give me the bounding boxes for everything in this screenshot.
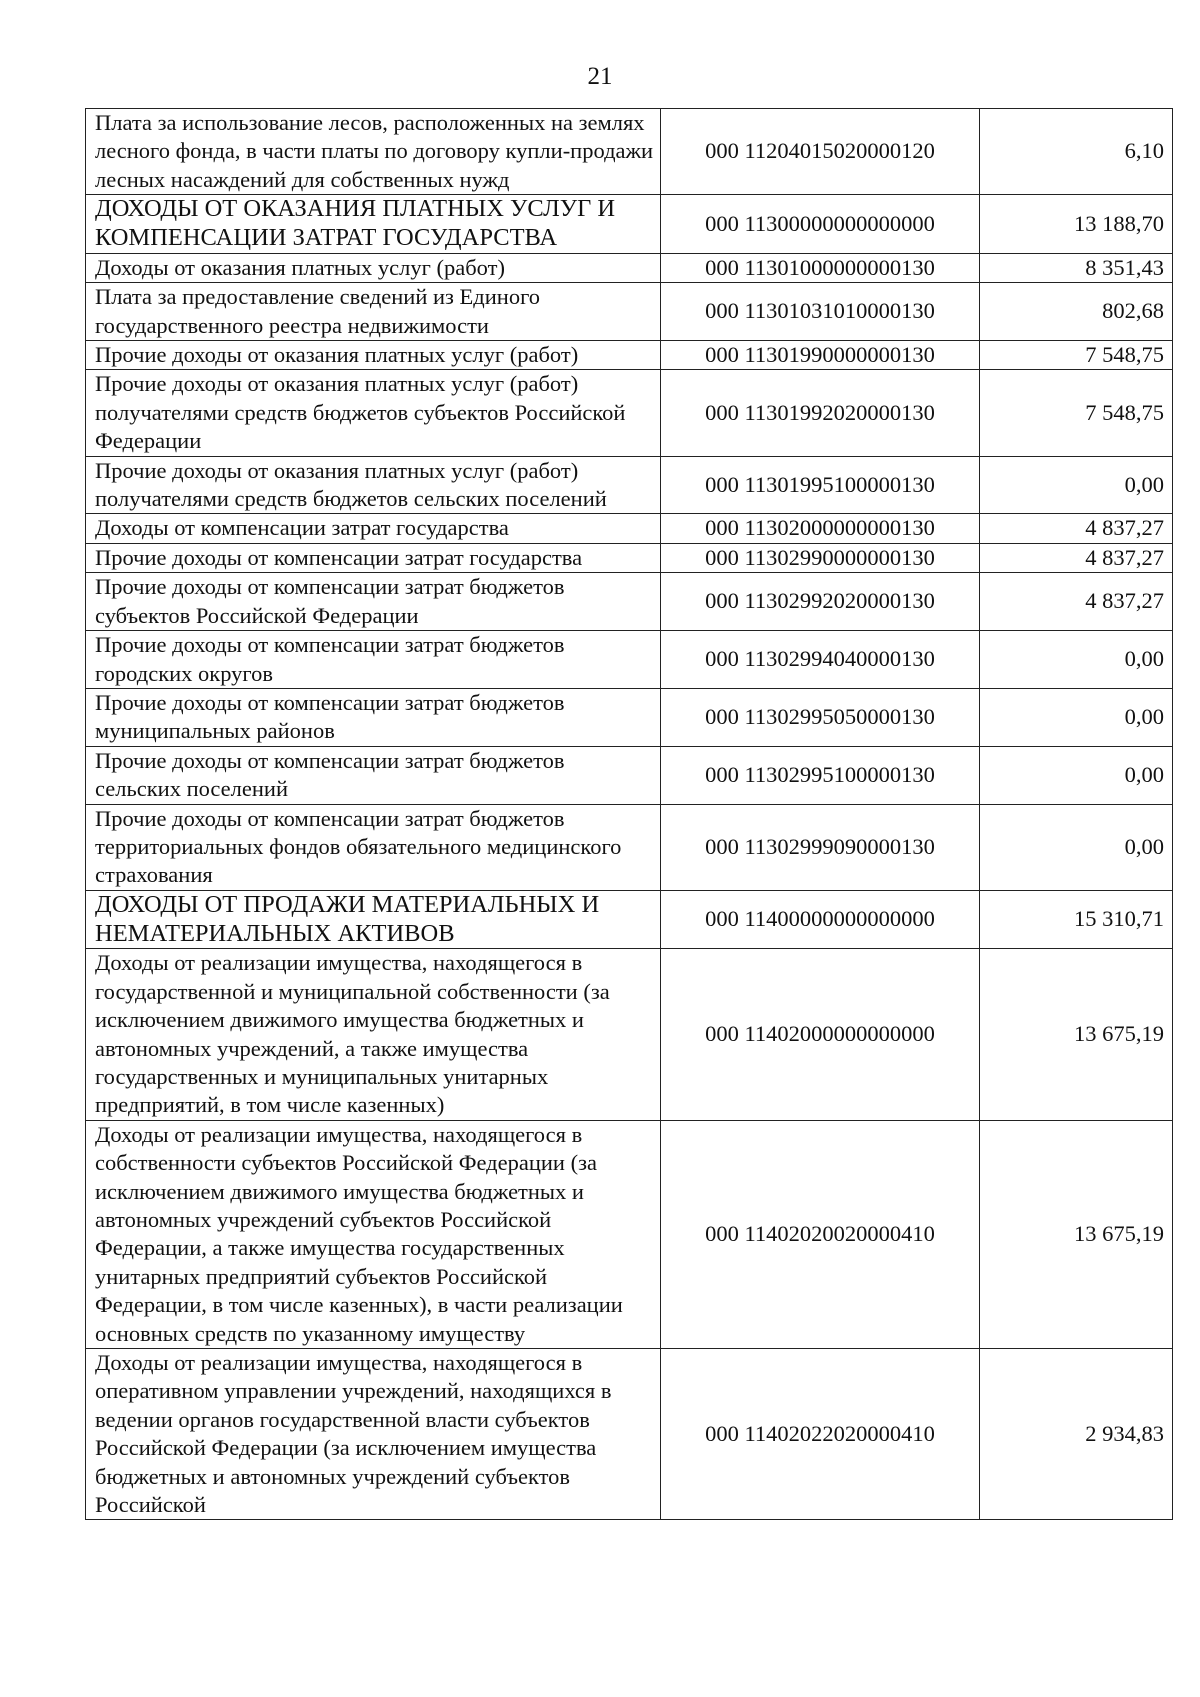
table-row [86, 109, 1173, 195]
table-row [86, 514, 1173, 543]
table-row [86, 253, 1173, 282]
budget-code-cell: 000 11301990000000130 [661, 341, 980, 370]
revenue-name-cell: Доходы от реализации имущества, находящегося в собственности субъектов Российской Федерации (за исключением движимого имущества бюджетных и автономных учреждений субъектов Российской Федерации, а также имущества государственных унитарных предприятий субъектов Российской Федерации, в том числе казенных), в части реализации основных средств по указанному имуществу [86, 1120, 661, 1348]
revenue-name-cell: Прочие доходы от оказания платных услуг (работ) [86, 341, 661, 370]
revenue-name-cell: Прочие доходы от компенсации затрат бюджетов субъектов Российской Федерации [86, 573, 661, 631]
budget-code-cell: 000 11402022020000410 [661, 1349, 980, 1520]
amount-cell: 15 310,71 [980, 890, 1173, 949]
amount-cell: 7 548,75 [980, 370, 1173, 456]
amount-cell: 4 837,27 [980, 573, 1173, 631]
amount-cell: 13 188,70 [980, 195, 1173, 254]
table-row [86, 573, 1173, 631]
amount-cell: 6,10 [980, 109, 1173, 195]
budget-code-cell: 000 11204015020000120 [661, 109, 980, 195]
table-row [86, 631, 1173, 689]
budget-code-cell: 000 11302992020000130 [661, 573, 980, 631]
revenue-name-cell: Доходы от реализации имущества, находящегося в оперативном управлении учреждений, находящихся в ведении органов государственной власти субъектов Российской Федерации (за исключением имущества бюджетных и автономных учреждений субъектов Российской [86, 1349, 661, 1520]
amount-cell: 0,00 [980, 804, 1173, 890]
budget-code-cell: 000 11302995050000130 [661, 688, 980, 746]
budget-code-cell: 000 11402000000000000 [661, 949, 980, 1120]
amount-cell: 8 351,43 [980, 253, 1173, 282]
revenue-name-cell: ДОХОДЫ ОТ ОКАЗАНИЯ ПЛАТНЫХ УСЛУГ И КОМПЕНСАЦИИ ЗАТРАТ ГОСУДАРСТВА [86, 195, 661, 254]
amount-cell: 0,00 [980, 631, 1173, 689]
table-row [86, 746, 1173, 804]
amount-cell: 802,68 [980, 283, 1173, 341]
budget-code-cell: 000 11300000000000000 [661, 195, 980, 254]
revenue-name-cell: Доходы от компенсации затрат государства [86, 514, 661, 543]
amount-cell: 4 837,27 [980, 543, 1173, 572]
revenue-name-cell: Прочие доходы от компенсации затрат государства [86, 543, 661, 572]
budget-code-cell: 000 11400000000000000 [661, 890, 980, 949]
budget-code-cell: 000 11302000000000130 [661, 514, 980, 543]
amount-cell: 2 934,83 [980, 1349, 1173, 1520]
budget-code-cell: 000 11301992020000130 [661, 370, 980, 456]
budget-code-cell: 000 11301000000000130 [661, 253, 980, 282]
budget-code-cell: 000 11302994040000130 [661, 631, 980, 689]
budget-code-cell: 000 11302995100000130 [661, 746, 980, 804]
table-row [86, 283, 1173, 341]
table-row [86, 1349, 1173, 1520]
table-row [86, 543, 1173, 572]
revenue-name-cell: Доходы от оказания платных услуг (работ) [86, 253, 661, 282]
budget-code-cell: 000 11302990000000130 [661, 543, 980, 572]
amount-cell: 0,00 [980, 456, 1173, 514]
budget-code-cell: 000 11301031010000130 [661, 283, 980, 341]
amount-cell: 13 675,19 [980, 1120, 1173, 1348]
amount-cell: 0,00 [980, 746, 1173, 804]
revenue-name-cell: ДОХОДЫ ОТ ПРОДАЖИ МАТЕРИАЛЬНЫХ И НЕМАТЕРИАЛЬНЫХ АКТИВОВ [86, 890, 661, 949]
revenue-name-cell: Плата за предоставление сведений из Единого государственного реестра недвижимости [86, 283, 661, 341]
budget-code-cell: 000 11402020020000410 [661, 1120, 980, 1348]
amount-cell: 4 837,27 [980, 514, 1173, 543]
budget-code-cell: 000 11301995100000130 [661, 456, 980, 514]
table-row [86, 456, 1173, 514]
table-row [86, 341, 1173, 370]
table-row [86, 949, 1173, 1120]
table-row [86, 688, 1173, 746]
table-row [86, 370, 1173, 456]
amount-cell: 7 548,75 [980, 341, 1173, 370]
revenue-name-cell: Прочие доходы от оказания платных услуг (работ) получателями средств бюджетов сельских поселений [86, 456, 661, 514]
revenue-name-cell: Доходы от реализации имущества, находящегося в государственной и муниципальной собственности (за исключением движимого имущества бюджетных и автономных учреждений, а также имущества государственных и муниципальных унитарных предприятий, в том числе казенных) [86, 949, 661, 1120]
table-row [86, 804, 1173, 890]
table-section-row [86, 195, 1173, 254]
budget-code-cell: 000 11302999090000130 [661, 804, 980, 890]
budget-revenue-table [85, 108, 1173, 1520]
revenue-name-cell: Плата за использование лесов, расположенных на землях лесного фонда, в части платы по договору купли-продажи лесных насаждений для собственных нужд [86, 109, 661, 195]
table-row [86, 1120, 1173, 1348]
revenue-name-cell: Прочие доходы от компенсации затрат бюджетов муниципальных районов [86, 688, 661, 746]
table-section-row [86, 890, 1173, 949]
revenue-name-cell: Прочие доходы от компенсации затрат бюджетов сельских поселений [86, 746, 661, 804]
amount-cell: 0,00 [980, 688, 1173, 746]
revenue-name-cell: Прочие доходы от компенсации затрат бюджетов городских округов [86, 631, 661, 689]
amount-cell: 13 675,19 [980, 949, 1173, 1120]
page-number: 21 [587, 63, 613, 90]
revenue-name-cell: Прочие доходы от компенсации затрат бюджетов территориальных фондов обязательного медицинского страхования [86, 804, 661, 890]
revenue-name-cell: Прочие доходы от оказания платных услуг (работ) получателями средств бюджетов субъектов Российской Федерации [86, 370, 661, 456]
